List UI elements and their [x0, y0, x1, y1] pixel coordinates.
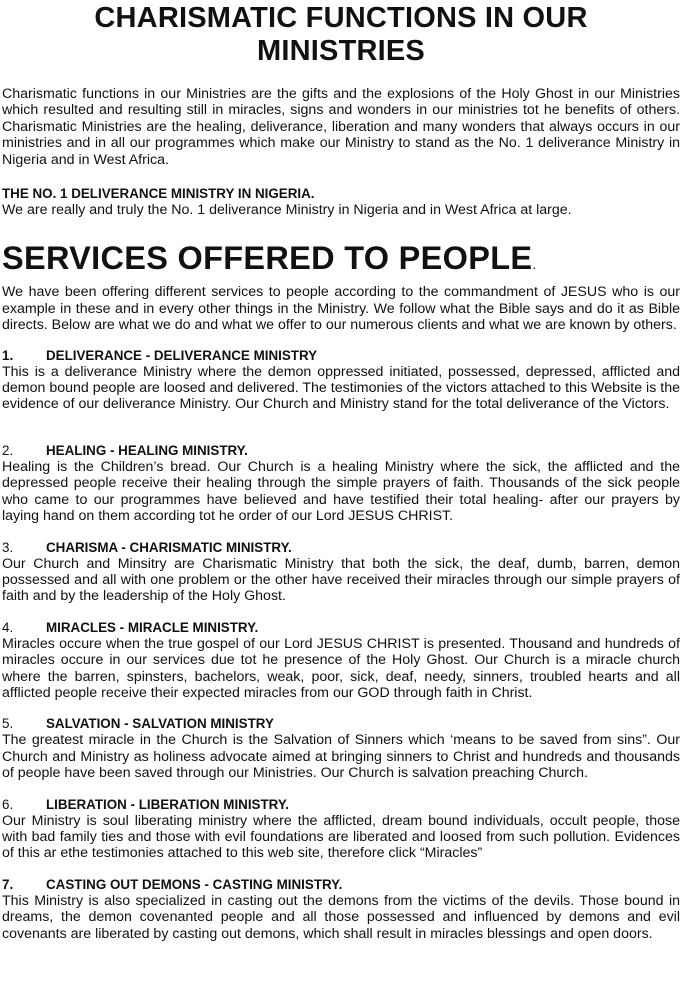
service-item-label: DELIVERANCE - DELIVERANCE MINISTRY	[46, 347, 318, 363]
service-item-number: 2.	[2, 442, 14, 458]
service-item-healing	[2, 443, 680, 525]
service-item-heading	[2, 877, 680, 893]
services-heading	[2, 240, 680, 282]
service-item-heading	[2, 620, 680, 636]
service-item-text: The greatest miracle in the Church is the Salvation of Sinners which ‘means to be saved from sins”. Our Church and Ministry as holiness advocate aimed at bringing sinners to Christ and hundreds and thousands of people have been saved through our Ministries. Our Church is salvation preaching Church.	[2, 732, 680, 782]
services-heading-text: SERVICES OFFERED TO PEOPLE	[2, 240, 533, 277]
service-item-text: This Ministry is also specialized in casting out the demons from the victims of the devils. Those bound in dreams, the demon covenanted people and all those possessed and influenced by demons and evil covenants are liberated by casting out demons, which shall result in miracles blessings and open doors.	[2, 892, 680, 942]
services-intro-paragraph: We have been offering different services to people according to the commandment of JESUS who is our example in these and in every other things in the Ministry. We follow what the Bible says and do it as Bible directs. Below are what we do and what we offer to our numerous clients and what we are known by others.	[2, 284, 680, 334]
service-item-heading	[2, 348, 680, 364]
service-item-label: HEALING - HEALING MINISTRY.	[46, 442, 248, 458]
services-heading-dot: .	[532, 256, 537, 273]
service-item-label: LIBERATION - LIBERATION MINISTRY.	[46, 796, 290, 812]
service-item-miracles	[2, 620, 680, 702]
service-item-number: 7.	[2, 876, 14, 892]
page-title: CHARISMATIC FUNCTIONS IN OUR MINISTRIES	[94, 2, 588, 67]
service-item-deliverance	[2, 348, 680, 413]
service-item-heading	[2, 540, 680, 556]
service-item-salvation	[2, 716, 680, 781]
service-item-text: Healing is the Children’s bread. Our Church is a healing Ministry where the sick, the afflicted and the depressed people receive their healing through the simple prayers of faith. Thousands of the sick people who came to our programmes have believed and have testified their total healing- after our prayers by laying hand on them according tot he order of our Lord JESUS CHRIST.	[2, 458, 680, 525]
service-item-number: 3.	[2, 539, 14, 555]
intro-paragraph: Charismatic functions in our Ministries are the gifts and the explosions of the Holy Ghost in our Ministries which resulted and resulting still in miracles, signs and wonders in our ministries tot he benefits of others. Charismatic Ministries are the healing, deliverance, liberation and many wonders that always occurs in our ministries and in all our programmes which make our Ministry to stand as the No. 1 deliverance Ministry in Nigeria and in West Africa.	[2, 86, 680, 168]
service-item-label: CHARISMA - CHARISMATIC MINISTRY.	[46, 539, 292, 555]
service-item-charisma	[2, 540, 680, 605]
service-item-text: Our Ministry is soul liberating ministry where the afflicted, dream bound individuals, occult people, those with bad family ties and those with evil foundations are liberated and loosed from such pollution. Evidences of this ar ethe testimonies attached to this web site, therefore click “Miracles”	[2, 812, 680, 862]
service-item-number: 6.	[2, 796, 14, 812]
service-item-number: 4.	[2, 619, 14, 635]
service-item-label: MIRACLES - MIRACLE MINISTRY.	[46, 619, 259, 635]
service-item-heading	[2, 797, 680, 813]
service-item-liberation	[2, 797, 680, 862]
service-item-text: This is a deliverance Ministry where the demon oppressed initiated, possessed, depressed, afflicted and demon bound people are loosed and delivered. The testimonies of the victors attached to this Website is the evidence of our deliverance Ministry. Our Church and Ministry stand for the total deliverance of the Victors.	[2, 363, 680, 413]
service-item-label: CASTING OUT DEMONS - CASTING MINISTRY.	[46, 876, 343, 892]
service-item-text: Miracles occure when the true gospel of our Lord JESUS CHRIST is presented. Thousand and hundreds of miracles occure in our services due tot he presence of the Holy Ghost. Our Church is a miracle church where the barren, spinsters, bachelors, weak, poor, sick, deaf, needy, sinners, troubled hearts and all afflicted people receive their expected miracles from our GOD through faith in Christ.	[2, 635, 680, 701]
service-item-number: 1.	[2, 347, 14, 363]
subheading-paragraph: We are really and truly the No. 1 deliverance Ministry in Nigeria and in West Africa at large.	[2, 202, 572, 219]
service-item-text: Our Church and Minsitry are Charismatic Ministry that both the sick, the deaf, dumb, barren, demon possessed and all with one problem or the other have received their miracles through our simple prayers of faith and by the leadership of the Holy Ghost.	[2, 555, 680, 605]
service-item-heading	[2, 716, 680, 732]
service-item-heading	[2, 443, 680, 459]
service-item-label: SALVATION - SALVATION MINISTRY	[46, 716, 274, 732]
service-item-casting-out-demons	[2, 877, 680, 942]
section-subheading: THE NO. 1 DELIVERANCE MINISTRY IN NIGERIA.	[2, 186, 315, 202]
service-item-number: 5.	[2, 716, 14, 732]
